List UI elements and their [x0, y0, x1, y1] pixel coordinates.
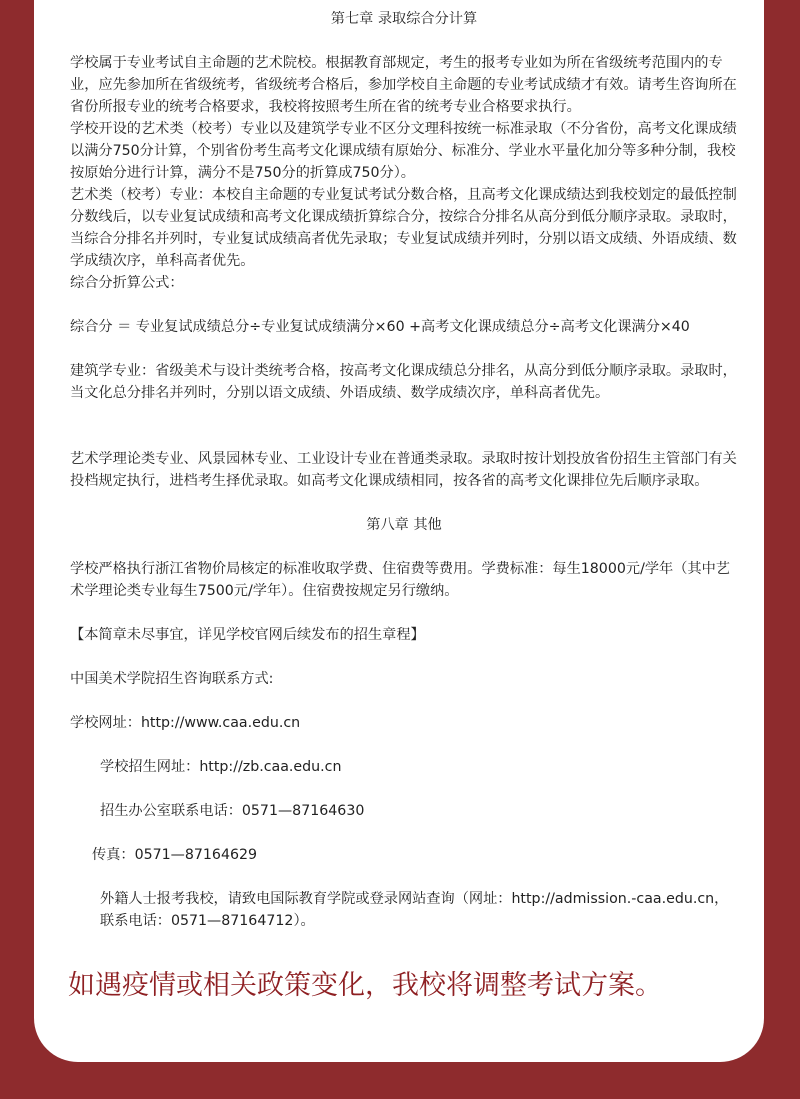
office-phone-line: 招生办公室联系电话：0571—87164630 [100, 803, 365, 819]
spacer [70, 404, 738, 448]
fees-paragraph: 学校严格执行浙江省物价局核定的标准收取学费、住宿费等费用。学费标准：每生18000元/学年（其中艺术学理论类专业每生7500元/学年）。住宿费按规定另行缴纳。 [70, 561, 730, 599]
spacer [70, 536, 738, 558]
spacer [70, 338, 738, 360]
spacer [70, 734, 738, 756]
contact-heading: 中国美术学院招生咨询联系方式: [70, 671, 274, 687]
foreign-applicants-line: 外籍人士报考我校，请致电国际教育学院或登录网站查询（网址：http://admission.-caa.edu.cn，联系电话：0571—87164712）。 [100, 891, 729, 929]
spacer [70, 294, 738, 316]
admission-site-line: 学校招生网址：http://zb.caa.edu.cn [100, 759, 342, 775]
document-body [70, 8, 738, 932]
fax-line: 传真：0571—87164629 [92, 847, 258, 863]
website-line: 学校网址：http://www.caa.edu.cn [70, 715, 301, 731]
chapter8-title: 第八章 其他 [366, 517, 442, 533]
chapter7-paragraph-4: 综合分折算公式： [70, 275, 184, 291]
spacer [70, 492, 738, 514]
spacer [70, 778, 738, 800]
spacer [70, 866, 738, 888]
chapter7-paragraph-1: 学校属于专业考试自主命题的艺术院校。根据教育部规定，考生的报考专业如为所在省级统考范围内的专业，应先参加所在省级统考，省级统考合格后，参加学校自主命题的专业考试成绩才有效。请考生咨询所在省份所报专业的统考合格要求，我校将按照考生所在省的统考专业合格要求执行。 [70, 55, 737, 115]
chapter7-paragraph-2: 学校开设的艺术类（校考）专业以及建筑学专业不区分文理科按统一标准录取（不分省份，高考文化课成绩以满分750分计算，个别省份考生高考文化课成绩有原始分、标准分、学业水平量化加分等多种分制，我校按原始分进行计算，满分不是750分的折算成750分）。 [70, 121, 737, 181]
spacer [70, 690, 738, 712]
architecture-paragraph: 建筑学专业：省级美术与设计类统考合格，按高考文化课成绩总分排名，从高分到低分顺序录取。录取时，当文化总分排名并列时，分别以语文成绩、外语成绩、数学成绩次序，单科高者优先。 [70, 363, 737, 401]
chapter7-paragraph-3: 艺术类（校考）专业：本校自主命题的专业复试考试分数合格，且高考文化课成绩达到我校划定的最低控制分数线后，以专业复试成绩和高考文化课成绩折算综合分，按综合分排名从高分到低分顺序录取。录取时，当综合分排名并列时，专业复试成绩高者优先录取；专业复试成绩并列时，分别以语文成绩、外语成绩、数学成绩次序，单科高者优先。 [70, 187, 737, 269]
theory-paragraph: 艺术学理论类专业、风景园林专业、工业设计专业在普通类录取。录取时按计划投放省份招生主管部门有关投档规定执行，进档考生择优录取。如高考文化课成绩相同，按各省的高考文化课排位先后顺序录取。 [70, 451, 737, 489]
spacer [70, 646, 738, 668]
score-formula: 综合分 ＝ 专业复试成绩总分÷专业复试成绩满分×60 +高考文化课成绩总分÷高考文化课满分×40 [70, 319, 690, 335]
additional-note: 【本简章未尽事宜，详见学校官网后续发布的招生章程】 [70, 627, 425, 643]
spacer [70, 822, 738, 844]
spacer [70, 30, 738, 52]
policy-notice: 如遇疫情或相关政策变化，我校将调整考试方案。 [68, 970, 662, 1001]
page-sheet [34, 0, 764, 1062]
chapter7-title: 第七章 录取综合分计算 [330, 11, 478, 27]
spacer [70, 602, 738, 624]
